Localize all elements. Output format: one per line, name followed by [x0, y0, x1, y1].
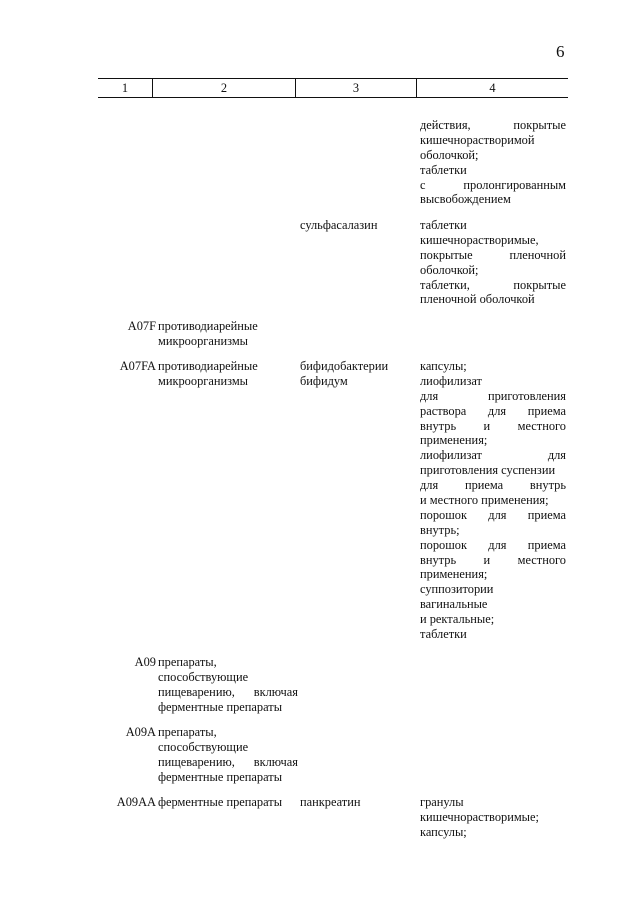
- group-line: [158, 670, 298, 685]
- text-word: ферментные препараты: [158, 699, 283, 714]
- text-word: с: [420, 177, 426, 192]
- forms-line: [420, 582, 566, 597]
- text-word: таблетки: [420, 627, 467, 642]
- text-word: и: [483, 418, 491, 433]
- text-word: пищеварению,: [158, 684, 235, 699]
- text-word: пленочной: [509, 247, 566, 262]
- text-word: гранулы: [420, 795, 464, 809]
- forms-line: [420, 118, 566, 133]
- forms-line: [420, 478, 566, 493]
- substance-line: [300, 218, 418, 233]
- text-word: для: [487, 403, 507, 418]
- text-word: пищеварению,: [158, 754, 235, 769]
- group-line: [158, 700, 298, 715]
- text-word: микроорганизмы: [158, 333, 249, 348]
- text-word: высвобождением: [420, 192, 511, 207]
- text-word: бифидум: [300, 373, 348, 388]
- text-word: таблетки: [420, 162, 467, 177]
- text-word: кишечнорастворимой: [420, 132, 535, 147]
- group-name: [158, 359, 298, 389]
- text-word: приема: [527, 403, 566, 418]
- text-word: порошок: [420, 537, 467, 552]
- text-word: для: [547, 448, 566, 463]
- group-line: [158, 755, 298, 770]
- text-word: и ректальные;: [420, 612, 495, 627]
- group-name: [158, 725, 298, 785]
- forms-line: [420, 627, 566, 642]
- forms-line: [420, 248, 566, 263]
- substance-line: [300, 795, 418, 810]
- forms-line: [420, 448, 566, 463]
- text-word: и местного применения;: [420, 493, 549, 508]
- forms-line: [420, 433, 566, 448]
- text-word: включая: [253, 684, 298, 699]
- text-word: применения;: [420, 433, 488, 448]
- header-column-1: 1: [121, 81, 129, 95]
- forms-line: [420, 463, 566, 478]
- atc-code: A09: [134, 655, 156, 669]
- atc-code: A09AA: [116, 795, 156, 809]
- group-name: [158, 319, 298, 349]
- text-word: местного: [517, 552, 566, 567]
- text-word: пролонгированным: [463, 177, 566, 192]
- dosage-forms: [420, 359, 566, 642]
- group-name: [158, 655, 298, 715]
- table-header: [98, 78, 568, 98]
- forms-line: [420, 795, 566, 810]
- text-word: порошок: [420, 507, 467, 522]
- text-word: способствующие: [158, 669, 249, 684]
- text-word: вагинальные: [420, 597, 488, 612]
- forms-line: [420, 278, 566, 293]
- header-column-4: 4: [416, 79, 568, 97]
- text-word: приема: [527, 537, 566, 552]
- group-line: [158, 795, 298, 810]
- forms-line: [420, 404, 566, 419]
- text-word: кишечнорастворимые;: [420, 809, 539, 824]
- text-word: применения;: [420, 567, 488, 582]
- group-line: [158, 655, 298, 670]
- forms-line: [420, 178, 566, 193]
- text-word: таблетки,: [420, 277, 470, 292]
- substance-name: [300, 359, 418, 389]
- text-word: препараты,: [158, 725, 217, 739]
- text-word: кишечнорастворимые,: [420, 232, 539, 247]
- text-word: суппозитории: [420, 582, 494, 597]
- text-word: капсулы;: [420, 824, 467, 839]
- forms-line: [420, 567, 566, 582]
- forms-line: [420, 218, 566, 233]
- text-word: приема: [527, 507, 566, 522]
- header-column-2: 2: [152, 79, 295, 97]
- text-word: таблетки: [420, 218, 467, 232]
- text-word: оболочкой;: [420, 262, 479, 277]
- substance-line: [300, 374, 418, 389]
- group-line: [158, 685, 298, 700]
- text-word: препараты,: [158, 655, 217, 669]
- text-word: сульфасалазин: [300, 218, 378, 232]
- text-word: капсулы;: [420, 359, 467, 373]
- group-line: [158, 334, 298, 349]
- dosage-forms: [420, 118, 566, 207]
- forms-line: [420, 133, 566, 148]
- forms-line: [420, 523, 566, 538]
- substance-name: [300, 795, 418, 810]
- text-word: ферментные препараты: [158, 795, 283, 809]
- text-word: приготовления: [487, 388, 566, 403]
- text-word: внутрь;: [420, 522, 460, 537]
- text-word: раствора: [420, 403, 467, 418]
- forms-line: [420, 553, 566, 568]
- substance-name: [300, 218, 418, 233]
- text-word: способствующие: [158, 739, 249, 754]
- text-word: бифидобактерии: [300, 359, 389, 373]
- text-word: местного: [517, 418, 566, 433]
- forms-line: [420, 493, 566, 508]
- group-line: [158, 740, 298, 755]
- text-word: панкреатин: [300, 795, 361, 809]
- forms-line: [420, 825, 566, 840]
- atc-code: A09A: [125, 725, 156, 739]
- text-word: лиофилизат: [420, 373, 482, 388]
- text-word: покрытые: [420, 247, 473, 262]
- text-word: противодиарейные: [158, 359, 258, 373]
- forms-line: [420, 192, 566, 207]
- atc-code: A07F: [127, 319, 156, 333]
- text-word: покрытые: [513, 118, 566, 132]
- text-word: для: [488, 507, 507, 522]
- page-number: 6: [556, 42, 565, 61]
- forms-line: [420, 233, 566, 248]
- forms-line: [420, 263, 566, 278]
- text-word: оболочкой;: [420, 147, 479, 162]
- text-word: и: [483, 552, 491, 567]
- forms-line: [420, 597, 566, 612]
- group-line: [158, 374, 298, 389]
- text-word: покрытые: [513, 277, 566, 292]
- dosage-forms: [420, 795, 566, 840]
- text-word: приготовления суспензии: [420, 463, 556, 478]
- group-line: [158, 770, 298, 785]
- text-word: внутрь: [420, 418, 457, 433]
- text-word: внутрь: [420, 552, 457, 567]
- forms-line: [420, 359, 566, 374]
- group-line: [158, 359, 298, 374]
- dosage-forms: [420, 218, 566, 307]
- text-word: лиофилизат: [420, 448, 482, 463]
- substance-line: [300, 359, 418, 374]
- header-column-3: 3: [295, 79, 416, 97]
- forms-line: [420, 810, 566, 825]
- text-word: пленочной оболочкой: [420, 292, 535, 307]
- forms-line: [420, 163, 566, 178]
- forms-line: [420, 292, 566, 307]
- forms-line: [420, 148, 566, 163]
- text-word: противодиарейные: [158, 319, 258, 333]
- forms-line: [420, 374, 566, 389]
- group-line: [158, 725, 298, 740]
- text-word: действия,: [420, 118, 471, 132]
- forms-line: [420, 389, 566, 404]
- atc-code: A07FA: [119, 359, 156, 373]
- forms-line: [420, 419, 566, 434]
- text-word: ферментные препараты: [158, 769, 283, 784]
- text-word: микроорганизмы: [158, 373, 249, 388]
- forms-line: [420, 508, 566, 523]
- group-line: [158, 319, 298, 334]
- text-word: внутрь: [529, 478, 566, 493]
- forms-line: [420, 612, 566, 627]
- forms-line: [420, 538, 566, 553]
- text-word: включая: [253, 754, 298, 769]
- text-word: для: [420, 478, 439, 493]
- text-word: приема: [464, 478, 504, 493]
- text-word: для: [488, 537, 507, 552]
- text-word: для: [420, 388, 439, 403]
- group-name: [158, 795, 298, 810]
